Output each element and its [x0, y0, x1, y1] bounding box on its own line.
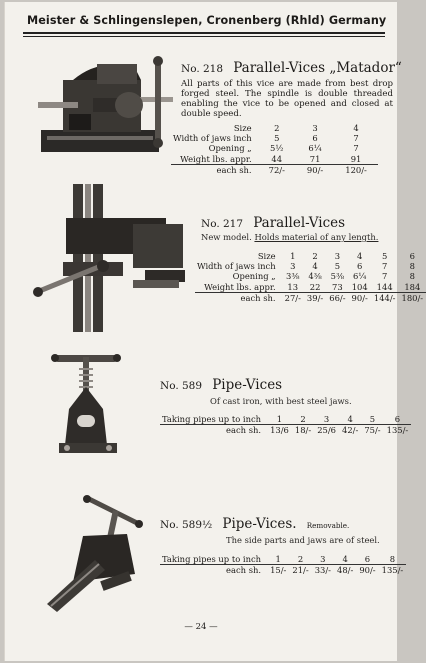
- spec-value: 5⅜: [330, 271, 345, 282]
- spec-label: Width of jaws inch: [197, 261, 276, 272]
- price-cell: 13/6: [270, 425, 289, 436]
- spec-value: 5: [382, 251, 388, 261]
- price-cell: 66/-: [329, 292, 346, 303]
- product-title: [181, 60, 402, 76]
- product-name: Parallel-Vices: [253, 215, 346, 231]
- spec-value: 22: [304, 282, 326, 293]
- spec-value: 73: [326, 282, 348, 293]
- price-cell: 180/-: [401, 292, 424, 303]
- spec-value: 8: [409, 271, 415, 282]
- spec-row: [160, 414, 411, 425]
- header-rule-thick: [23, 32, 385, 34]
- price-cell: 15/-: [270, 565, 287, 576]
- product-note: Removable.: [306, 521, 350, 530]
- page-number: — 24 —: [184, 622, 218, 632]
- spec-table: [160, 414, 411, 435]
- spec-value: 6: [357, 261, 363, 272]
- spec-value: 6¼: [352, 271, 367, 282]
- product-title: [201, 215, 397, 231]
- spec-row: [160, 425, 411, 436]
- spec-value: 5: [274, 133, 280, 144]
- spec-table: [195, 251, 426, 303]
- spec-label: each sh.: [226, 425, 262, 436]
- price-cell: 72/-: [268, 164, 285, 175]
- spec-value: 44: [258, 154, 296, 165]
- catalog-page: [4, 2, 424, 661]
- spec-row: [171, 143, 378, 153]
- product-title: [160, 516, 398, 532]
- spec-value: 6: [409, 251, 415, 261]
- product-589: [160, 377, 409, 436]
- price-cell: 144/-: [373, 292, 396, 303]
- spec-value: 3⅜: [286, 271, 300, 282]
- price-cell: 39/-: [306, 292, 324, 303]
- spec-value: 1: [267, 414, 292, 425]
- spec-label: Taking pipes up to inch: [160, 554, 267, 565]
- product-title: [160, 377, 398, 393]
- product-name: Pipe-Vices.: [222, 516, 297, 532]
- spec-label: Weight lbs. appr.: [195, 282, 282, 293]
- product-218: [173, 60, 402, 175]
- spec-value: 5: [334, 261, 341, 272]
- spec-label: Taking pipes up to inch: [160, 414, 267, 425]
- header-rule-thin: [23, 36, 385, 37]
- spec-value: 4: [334, 554, 356, 565]
- spec-value: 4: [353, 123, 359, 133]
- spec-value: 3: [312, 554, 334, 565]
- product-name: Pipe-Vices: [212, 377, 283, 393]
- spec-row: [171, 164, 378, 175]
- spec-value: 91: [334, 154, 378, 165]
- subtitle-underlined: Holds material of any length.: [254, 232, 379, 242]
- spec-label: Weight lbs. appr.: [171, 154, 258, 165]
- parallel-vice-217-illustration: [33, 184, 193, 332]
- spec-row: [195, 261, 426, 271]
- spec-value: 6¼: [308, 143, 322, 154]
- price-cell: 25/6: [317, 425, 336, 436]
- spec-label: Size: [233, 123, 252, 133]
- spec-row: [160, 565, 406, 576]
- spec-label: Opening „: [232, 271, 276, 282]
- price-cell: 135/-: [381, 565, 404, 576]
- spec-value: 4⅜: [308, 271, 322, 282]
- spec-row: [195, 271, 426, 281]
- spec-label: Width of jaws inch: [173, 133, 252, 144]
- price-cell: 48/-: [337, 565, 354, 576]
- spec-label: Size: [257, 251, 276, 261]
- spec-value: 4: [357, 251, 363, 261]
- spec-label: each sh.: [226, 565, 262, 576]
- spec-value: 1: [290, 251, 296, 261]
- price-cell: 18/-: [294, 425, 312, 436]
- spec-value: 3: [334, 251, 341, 261]
- spec-row: [171, 123, 378, 133]
- spec-value: 3: [312, 123, 318, 133]
- spec-label: each sh.: [240, 292, 276, 303]
- price-cell: 90/-: [351, 292, 368, 303]
- subtitle-plain: New model.: [201, 232, 252, 242]
- spec-row: [195, 292, 426, 303]
- spec-value: 3: [290, 261, 296, 272]
- spec-value: 5: [361, 414, 383, 425]
- product-number: No. 589: [160, 380, 203, 392]
- product-name: Parallel-Vices „Matador“: [233, 60, 402, 76]
- parallel-vice-matador-illustration: [33, 50, 183, 162]
- spec-value: 7: [382, 271, 388, 282]
- spec-value: 2: [292, 414, 314, 425]
- product-217: [197, 215, 424, 303]
- price-cell: 90/-: [359, 565, 376, 576]
- spec-value: 6: [384, 414, 412, 425]
- spec-table: [171, 123, 378, 175]
- spec-value: 71: [296, 154, 334, 165]
- spec-value: 2: [274, 123, 280, 133]
- product-589-half: [160, 516, 404, 576]
- pipe-vice-589-half-illustration: [43, 496, 143, 614]
- spec-value: 6: [312, 133, 318, 144]
- spec-row: [171, 133, 378, 143]
- spec-value: 4: [339, 414, 361, 425]
- spec-value: 184: [399, 282, 426, 293]
- page-header: Meister & Schlingenslepen, Cronenberg (Rhld) Germany: [27, 14, 387, 27]
- price-cell: 75/-: [364, 425, 381, 436]
- product-description: All parts of this vice are made from best drop forged steel. The spindle is double threaded enabling the vice to be opened and closed at double speed.: [181, 79, 393, 119]
- product-subtitle: Of cast iron, with best steel jaws.: [210, 396, 352, 406]
- spec-value: 7: [353, 133, 359, 144]
- spec-value: 7: [353, 143, 359, 154]
- price-cell: 21/-: [292, 565, 309, 576]
- price-cell: 120/-: [345, 164, 367, 175]
- spec-value: 2: [289, 554, 311, 565]
- pipe-vice-589-illustration: [51, 347, 131, 463]
- spec-row: [171, 154, 378, 165]
- spec-value: 144: [371, 282, 399, 293]
- price-cell: 42/-: [342, 425, 359, 436]
- product-number: No. 218: [181, 63, 224, 75]
- spec-label: each sh.: [216, 164, 252, 175]
- spec-value: 2: [312, 251, 318, 261]
- product-number: No. 589½: [160, 519, 213, 531]
- product-number: No. 217: [201, 218, 244, 230]
- spec-row: [195, 251, 426, 261]
- product-subtitle: The side parts and jaws are of steel.: [226, 535, 380, 545]
- price-cell: 90/-: [306, 164, 324, 175]
- spec-label: Opening „: [208, 143, 252, 154]
- spec-table: [160, 554, 406, 575]
- spec-value: 3: [314, 414, 339, 425]
- spec-value: 6: [356, 554, 378, 565]
- spec-value: 13: [282, 282, 304, 293]
- price-cell: 135/-: [386, 425, 409, 436]
- spec-value: 1: [267, 554, 289, 565]
- spec-row: [195, 282, 426, 293]
- product-subtitle: [201, 232, 397, 242]
- spec-value: 8: [409, 261, 415, 272]
- price-cell: 27/-: [284, 292, 301, 303]
- spec-value: 5½: [270, 143, 284, 154]
- spec-row: [160, 554, 406, 565]
- spec-value: 104: [349, 282, 371, 293]
- spec-value: 7: [382, 261, 388, 272]
- price-cell: 33/-: [314, 565, 331, 576]
- spec-value: 4: [312, 261, 318, 272]
- spec-value: 8: [379, 554, 407, 565]
